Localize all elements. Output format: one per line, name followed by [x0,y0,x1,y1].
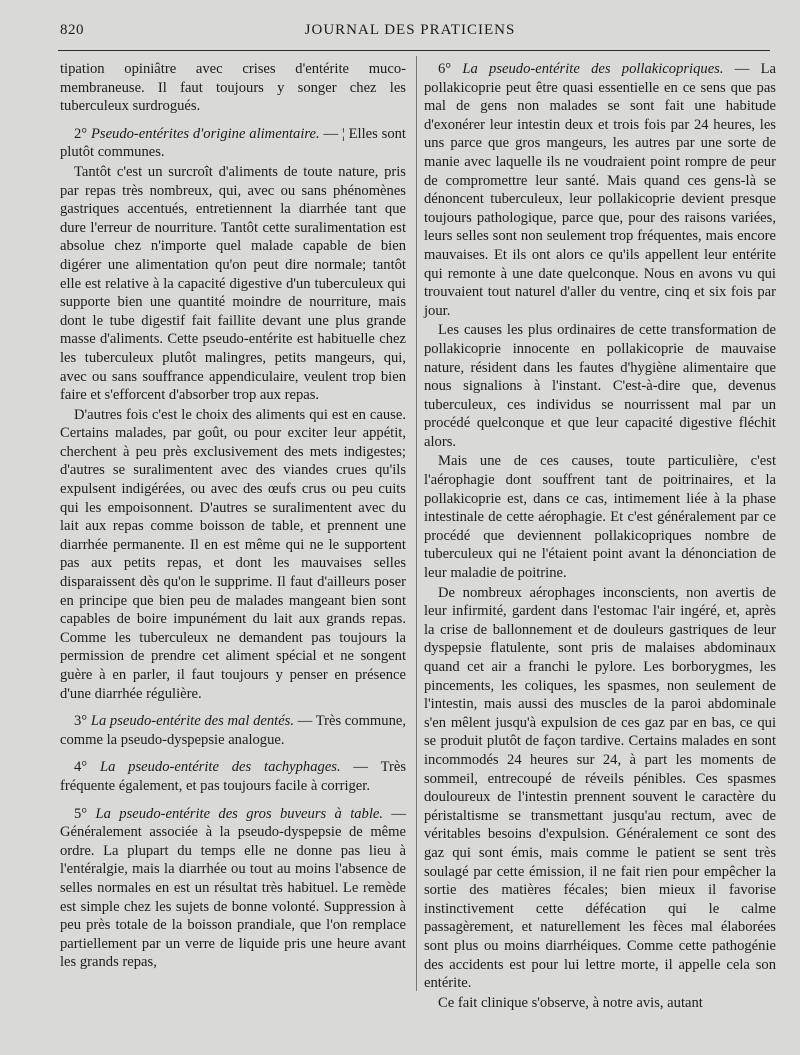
section-text: — Très commune, comme la pseudo-dyspepsie analogue. [60,713,406,748]
paragraph: D'autres fois c'est le choix des aliments qui est en cause. Certains malades, par goût, ou pour exciter leur appétit, cherchent à peu près exclusivement des mets indigestes; d'autres se suralimentent avec des viandes crues qu'ils expulsent indigérées, ou avec des œufs crus ou peu cuits qui les empoisonnent. D'autres se suralimentent avec du lait aux repas comme boisson de table, et prennent une diarrhée permanente. Il en est même qui ne le supportent pas aux petits repas, et dont les mauvaises selles disparaissent dès qu'on le supprime. Il faut d'ailleurs poser en principe que bien peu de malades mangeant bien sont capables de boire impunément du lait aux grands repas. Comme les tuberculeux ne demandent pas toujours la permission de prendre cet aliment spécial et ne songent guère à en parler, il faut toujours y penser en présence d'une diarrhée régulière. [60,406,406,702]
section-text: — Généralement associée à la pseudo-dyspepsie de même ordre. La plupart du temps elle ne donne pas lieu à l'entéralgie, mais la diarrhée ou tout au moins l'absence de selles normales en est un résultat très habituel. Le remède est simple chez les sujets de bonne volonté. Suppression à peu près totale de la boisson prandiale, que l'on remplace partiellement par un verre de liquide pris une heure avant les grands repas, [60,805,406,971]
paragraph: Mais une de ces causes, toute particulière, c'est l'aérophagie dont souffrent tant de poitrinaires, et la pollakicoprie est, dans ce cas, intimement liée à la phase intestinale de cette aérophagie. Et c'est généralement par ce procédé que deviennent pollakicopriques nombre de tuberculeux qui ne l'étaient point avant la dénonciation de leur maladie de poitrine. [424,453,776,582]
left-column [60,60,406,972]
section-title: La pseudo-entérite des tachyphages. [99,759,341,776]
section-number: 6° [438,61,452,77]
section-title: La pseudo-entérite des pollakicopriques. [462,61,724,77]
section-number: 4° [74,759,88,776]
header-rule [58,50,770,51]
page-number: 820 [60,22,84,38]
section-number: 3° [74,713,88,730]
section-number: 5° [74,805,88,822]
section-paragraph [424,60,776,320]
section-text: — ¦ Elles sont plutôt communes. [60,125,406,161]
section-title: La pseudo-entérite des gros buveurs à table. [95,805,384,822]
right-column [424,60,776,1012]
paragraph: De nombreux aérophages inconscients, non avertis de leur infirmité, gardent dans l'estomac l'air ingéré, et, après la crise de ballonnement et de douleurs gastriques de leur dyspepsie flatulente, sont pris de malaises abdominaux quand cet air a franchi le pylore. Les borborygmes, les pincements, les coliques, les spasmes, non seulement de l'intestin, mais aussi des muscles de la paroi abdominale s'en mêlent jusqu'à expulsion de ces gaz par en bas, ce qui se produit plutôt de façon tardive. Certains malades en sont incommodés 24 heures sur 24, à part les moments de sommeil, entrecoupé de réveils pénibles. Ces spasmes douloureux de l'intestin prennent souvent le caractère du péristaltisme se transmettant jusqu'au rectum, avec de véritables besoins d'expulsion. Généralement ce sont des gaz qui sont émis, mais comme le patient se sent très soulagé par cette émission, il ne fait rien pour empêcher la sortie des matières fécales; bien mieux il favorise instinctivement cette défécation qui le calme passagèrement, et naturellement les fèces mal élaborées sont plus ou moins diarrhéiques. Comme cette pathogénie des accidents est pour lui lettre morte, il appelle cela son entérite. [424,584,776,992]
section-paragraph [60,758,406,795]
column-divider [416,56,417,991]
page-header [60,22,760,46]
paragraph: Les causes les plus ordinaires de cette transformation de pollakicoprie innocente en pollakicoprie de mauvaise nature, résident dans les fautes d'hygiène alimentaire que nous signalions à l'instant. C'est-à-dire que, devenus tuberculeux, ces individus se nourrissent mal par un procédé quelconque et que leur capacité digestive fléchit alors. [424,322,776,450]
section-text: — Très fréquente également, et pas toujours facile à corriger. [60,759,406,794]
section-paragraph [60,712,406,749]
section-title: La pseudo-entérite des mal dentés. [90,713,295,730]
paragraph: Tantôt c'est un surcroît d'aliments de toute nature, pris par repas très nombreux, qui, avec ou sans phénomènes gastriques accentués, entretiennent la diarrhée tant que dure l'erreur de nourriture. Tantôt cette suralimentation est absolue chez n'importe quel malade capable de bien digérer une alimentation qu'on peut dire normale; tantôt elle est relative à la capacité digestive d'un tuberculeux qui supporte bien une quantité moindre de nourriture, mais dont le tube digestif fait faillite devant une plus grande masse d'aliments. Cette pseudo-entérite est habituelle chez les tuberculeux plutôt malingres, petits mangeurs, qui, avec ou sans souffrance appendiculaire, veulent trop bien faire et s'efforcent d'absorber trop aux repas. [60,163,406,404]
paragraph: tipation opiniâtre avec crises d'entérite muco-membraneuse. Il faut toujours y songer chez les tuberculeux surdrogués. [60,61,406,115]
paragraph: Ce fait clinique s'observe, à notre avis, autant [438,994,703,1011]
section-text: — La pollakicoprie peut être quasi essentielle en ce sens que pas mal de gens non malades se sont fait une habitude d'exonérer leur intestin deux et trois fois par 24 heures, les uns parce que gros mangeurs, les autres par une sorte de manie avec laquelle ils ne voudraient point rompre de peur de compromettre leur santé. Mais quand ces gens-là se dénoncent tuberculeux, leur pollakicoprie devient presque toujours pathologique, parce que, pour des raisons variées, leurs selles sont non seulement trop fréquentes, mais encore mauvaises. Et ils ont alors ce qu'ils appellent leur entérite qui remonte à une date quelconque. Nous en avons vu qui trouvaient tout naturel d'aller du ventre, cinq et six fois par jour. [424,61,776,319]
section-paragraph [60,805,406,972]
section-number: 2° [74,125,88,142]
section-paragraph [60,125,406,162]
journal-title: JOURNAL DES PRATICIENS [304,22,516,38]
section-title: Pseudo-entérites d'origine alimentaire. [90,125,320,142]
